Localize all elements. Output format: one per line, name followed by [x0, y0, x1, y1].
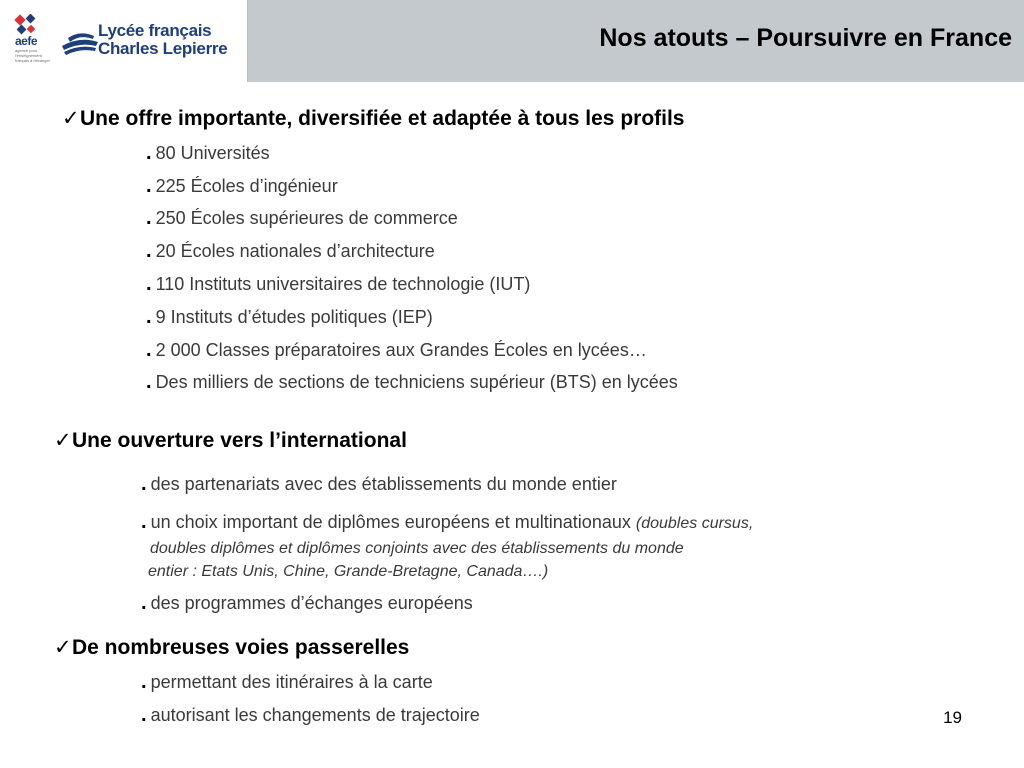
- list-item: [146, 240, 435, 263]
- list-item-text: 9 Instituts d’études politiques (IEP): [155, 307, 433, 327]
- checkmark-icon: ✓: [62, 107, 80, 130]
- school-name-line1: Lycée français: [98, 21, 212, 40]
- bullet-icon: .: [146, 306, 152, 328]
- checkmark-icon: ✓: [54, 636, 72, 659]
- aefe-label: aefe: [15, 34, 38, 48]
- passerelles-heading: [54, 635, 409, 660]
- offre-heading: [62, 106, 685, 131]
- list-item-text: 225 Écoles d’ingénieur: [155, 176, 338, 196]
- list-item-text: 250 Écoles supérieures de commerce: [155, 208, 458, 228]
- list-item-text: Des milliers de sections de techniciens supérieur (BTS) en lycées: [155, 372, 678, 392]
- list-item: [146, 142, 270, 165]
- school-name-line2: Charles Lepierre: [98, 39, 228, 58]
- list-item-text: 2 000 Classes préparatoires aux Grandes Écoles en lycées…: [155, 340, 647, 360]
- bullet-icon: .: [141, 592, 147, 614]
- bullet-icon: .: [146, 240, 152, 262]
- note-text: (doubles cursus,: [635, 515, 754, 532]
- note-text: doubles diplômes et diplômes conjoints avec des établissements du monde: [150, 540, 684, 557]
- list-item-text: permettant des itinéraires à la carte: [150, 672, 433, 692]
- list-item-text: 20 Écoles nationales d’architecture: [155, 241, 435, 261]
- bullet-icon: .: [146, 273, 152, 295]
- international-heading: [54, 428, 407, 453]
- list-item: [141, 592, 473, 615]
- school-logo: [0, 0, 248, 82]
- list-item-text: 80 Universités: [155, 143, 270, 163]
- bullet-icon: .: [146, 207, 152, 229]
- bullet-icon: .: [146, 175, 152, 197]
- bullet-icon: .: [141, 671, 147, 693]
- list-item: [141, 473, 617, 496]
- list-item: [141, 671, 433, 694]
- note-text: entier : Etats Unis, Chine, Grande-Bretagne, Canada….): [148, 563, 549, 580]
- checkmark-icon: ✓: [54, 429, 72, 452]
- passerelles-heading-text: De nombreuses voies passerelles: [72, 636, 410, 659]
- list-item: [146, 175, 338, 198]
- international-heading-text: Une ouverture vers l’international: [72, 429, 407, 452]
- list-item: [146, 339, 647, 362]
- list-item-text: des programmes d’échanges européens: [150, 593, 473, 613]
- bullet-icon: .: [146, 339, 152, 361]
- list-item: [146, 273, 530, 296]
- ship-icon: [60, 28, 100, 56]
- aefe-subtitle: agence pour l'enseignement français à l'étranger: [15, 48, 51, 63]
- slide-header: [0, 0, 1024, 82]
- list-item: [141, 511, 753, 534]
- slide-title: Nos atouts – Poursuivre en France: [599, 24, 1012, 52]
- page-number: 19: [943, 708, 962, 727]
- offre-heading-text: Une offre importante, diversifiée et adaptée à tous les profils: [80, 107, 685, 130]
- list-item-text: autorisant les changements de trajectoire: [150, 705, 480, 725]
- school-name: [98, 22, 227, 58]
- bullet-icon: .: [141, 473, 147, 495]
- list-item: [146, 306, 433, 329]
- bullet-icon: .: [141, 511, 147, 533]
- bullet-icon: .: [141, 704, 147, 726]
- list-item-text: un choix important de diplômes européens et multinationaux: [150, 512, 631, 532]
- list-item-text: 110 Instituts universitaires de technologie (IUT): [155, 274, 531, 294]
- bullet-icon: .: [146, 142, 152, 164]
- list-item: [146, 371, 678, 394]
- list-item-text: des partenariats avec des établissements du monde entier: [150, 474, 617, 494]
- list-item: [141, 704, 480, 727]
- bullet-icon: .: [146, 371, 152, 393]
- list-item: [146, 207, 458, 230]
